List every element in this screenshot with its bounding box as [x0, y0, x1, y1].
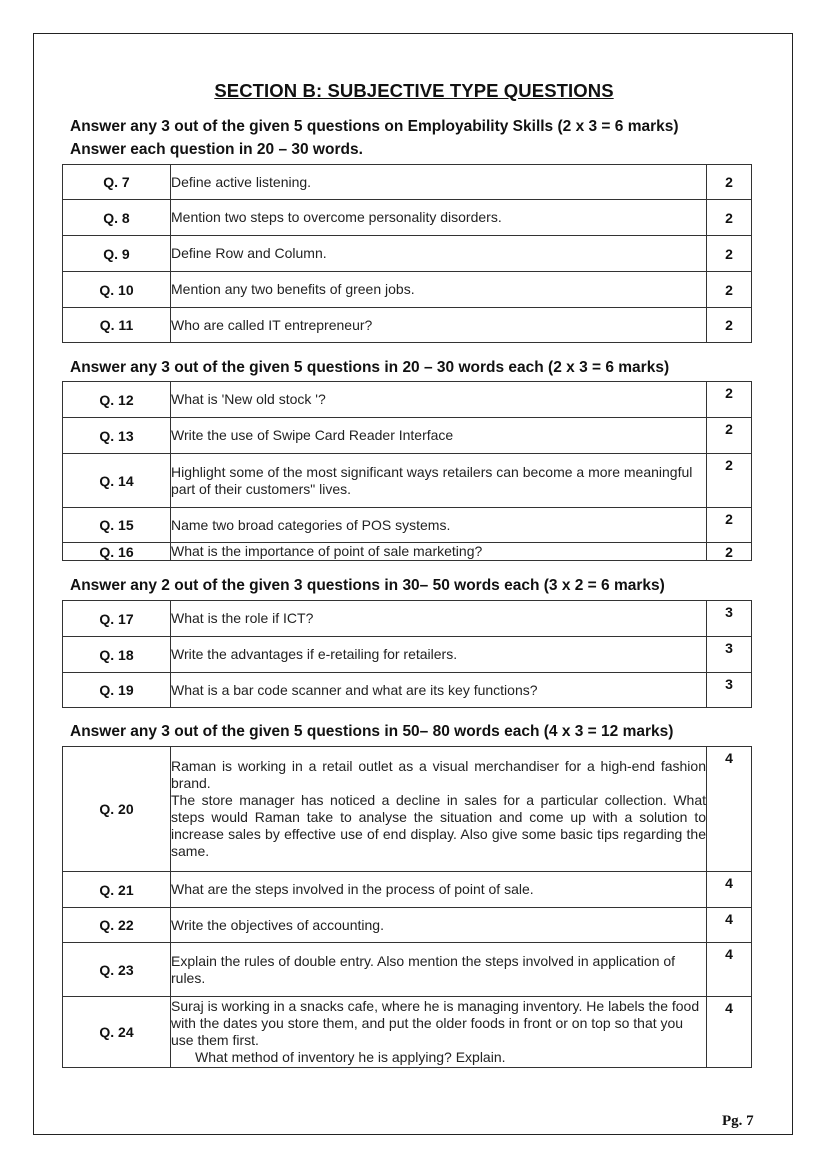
question-text-paragraph: What method of inventory he is applying? Explain.: [195, 1049, 506, 1065]
question-number: Q. 9: [63, 236, 171, 272]
section4-instruction: Answer any 3 out of the given 5 questions in 50– 80 words each (4 x 3 = 12 marks): [70, 723, 674, 740]
question-marks: 2: [707, 165, 752, 200]
section3-question-table: [62, 600, 752, 708]
question-row: [63, 747, 752, 872]
question-number: Q. 19: [63, 673, 171, 708]
question-number: Q. 18: [63, 637, 171, 673]
question-text-paragraph: Raman is working in a retail outlet as a visual merchandiser for a high-end fashion brand.: [171, 758, 706, 791]
question-marks: 4: [707, 997, 752, 1068]
question-text: Mention two steps to overcome personality disorders.: [171, 200, 707, 236]
section1-instruction-line2: Answer each question in 20 – 30 words.: [70, 141, 363, 158]
question-row: [63, 236, 752, 272]
question-number: Q. 15: [63, 508, 171, 543]
question-marks: 2: [707, 200, 752, 236]
question-number: Q. 13: [63, 418, 171, 454]
question-row: [63, 637, 752, 673]
question-text: [171, 747, 707, 872]
question-text: Highlight some of the most significant ways retailers can become a more meaningful part of their customers" lives.: [171, 454, 707, 508]
question-row: [63, 673, 752, 708]
question-row: [63, 454, 752, 508]
question-row: [63, 508, 752, 543]
question-number: Q. 21: [63, 872, 171, 908]
section3-instruction: Answer any 2 out of the given 3 questions in 30– 50 words each (3 x 2 = 6 marks): [70, 577, 665, 594]
question-text: What is a bar code scanner and what are its key functions?: [171, 673, 707, 708]
question-text: Name two broad categories of POS systems.: [171, 508, 707, 543]
question-row: [63, 908, 752, 943]
question-text: Who are called IT entrepreneur?: [171, 308, 707, 343]
question-marks: 2: [707, 308, 752, 343]
question-row: [63, 272, 752, 308]
question-marks: 2: [707, 508, 752, 543]
question-row: [63, 308, 752, 343]
question-text: What is the role if ICT?: [171, 601, 707, 637]
question-number: Q. 14: [63, 454, 171, 508]
question-marks: 2: [707, 454, 752, 508]
question-text: Write the use of Swipe Card Reader Interface: [171, 418, 707, 454]
question-row: [63, 200, 752, 236]
question-marks: 2: [707, 236, 752, 272]
question-number: Q. 22: [63, 908, 171, 943]
question-number: Q. 11: [63, 308, 171, 343]
question-marks: 3: [707, 601, 752, 637]
question-row: [63, 543, 752, 561]
section-title: SECTION B: SUBJECTIVE TYPE QUESTIONS: [214, 80, 614, 101]
question-number: Q. 8: [63, 200, 171, 236]
question-text: Define active listening.: [171, 165, 707, 200]
question-number: Q. 20: [63, 747, 171, 872]
question-number: Q. 23: [63, 943, 171, 997]
question-row: [63, 943, 752, 997]
question-marks: 2: [707, 418, 752, 454]
question-number: Q. 17: [63, 601, 171, 637]
question-number: Q. 10: [63, 272, 171, 308]
question-text: Write the objectives of accounting.: [171, 908, 707, 943]
section4-question-table: [62, 746, 752, 1068]
question-number: Q. 12: [63, 382, 171, 418]
question-marks: 3: [707, 637, 752, 673]
question-marks: 2: [707, 543, 752, 561]
question-marks: 4: [707, 747, 752, 872]
section1-question-table: [62, 164, 752, 343]
section2-question-table: [62, 381, 752, 561]
question-row: [63, 382, 752, 418]
question-marks: 4: [707, 872, 752, 908]
question-text-paragraph: The store manager has noticed a decline in sales for a particular collection. What steps would Raman take to analyse the situation and come up with a solution to increase sales by effective use of end display. Also give some basic tips regarding the same.: [171, 792, 706, 859]
question-number: Q. 7: [63, 165, 171, 200]
question-text-paragraph: Suraj is working in a snacks cafe, where he is managing inventory. He labels the food with the dates you store them, and put the older foods in front or on top so that you use them first.: [171, 998, 700, 1048]
question-text: Define Row and Column.: [171, 236, 707, 272]
question-marks: 4: [707, 943, 752, 997]
question-text: [171, 997, 707, 1068]
question-number: Q. 16: [63, 543, 171, 561]
question-marks: 2: [707, 272, 752, 308]
question-row: [63, 872, 752, 908]
question-row: [63, 418, 752, 454]
section2-instruction: Answer any 3 out of the given 5 questions in 20 – 30 words each (2 x 3 = 6 marks): [70, 359, 670, 376]
question-marks: 3: [707, 673, 752, 708]
question-text: Explain the rules of double entry. Also mention the steps involved in application of rules.: [171, 943, 707, 997]
question-text: What is 'New old stock '?: [171, 382, 707, 418]
question-marks: 2: [707, 382, 752, 418]
question-text: Write the advantages if e-retailing for retailers.: [171, 637, 707, 673]
question-row: [63, 997, 752, 1068]
section1-instruction-line1: Answer any 3 out of the given 5 questions on Employability Skills (2 x 3 = 6 marks): [70, 118, 679, 135]
question-text: What are the steps involved in the process of point of sale.: [171, 872, 707, 908]
question-number: Q. 24: [63, 997, 171, 1068]
question-text: Mention any two benefits of green jobs.: [171, 272, 707, 308]
question-marks: 4: [707, 908, 752, 943]
question-text: What is the importance of point of sale marketing?: [171, 543, 707, 561]
question-row: [63, 165, 752, 200]
page-number: Pg. 7: [722, 1113, 754, 1129]
question-row: [63, 601, 752, 637]
